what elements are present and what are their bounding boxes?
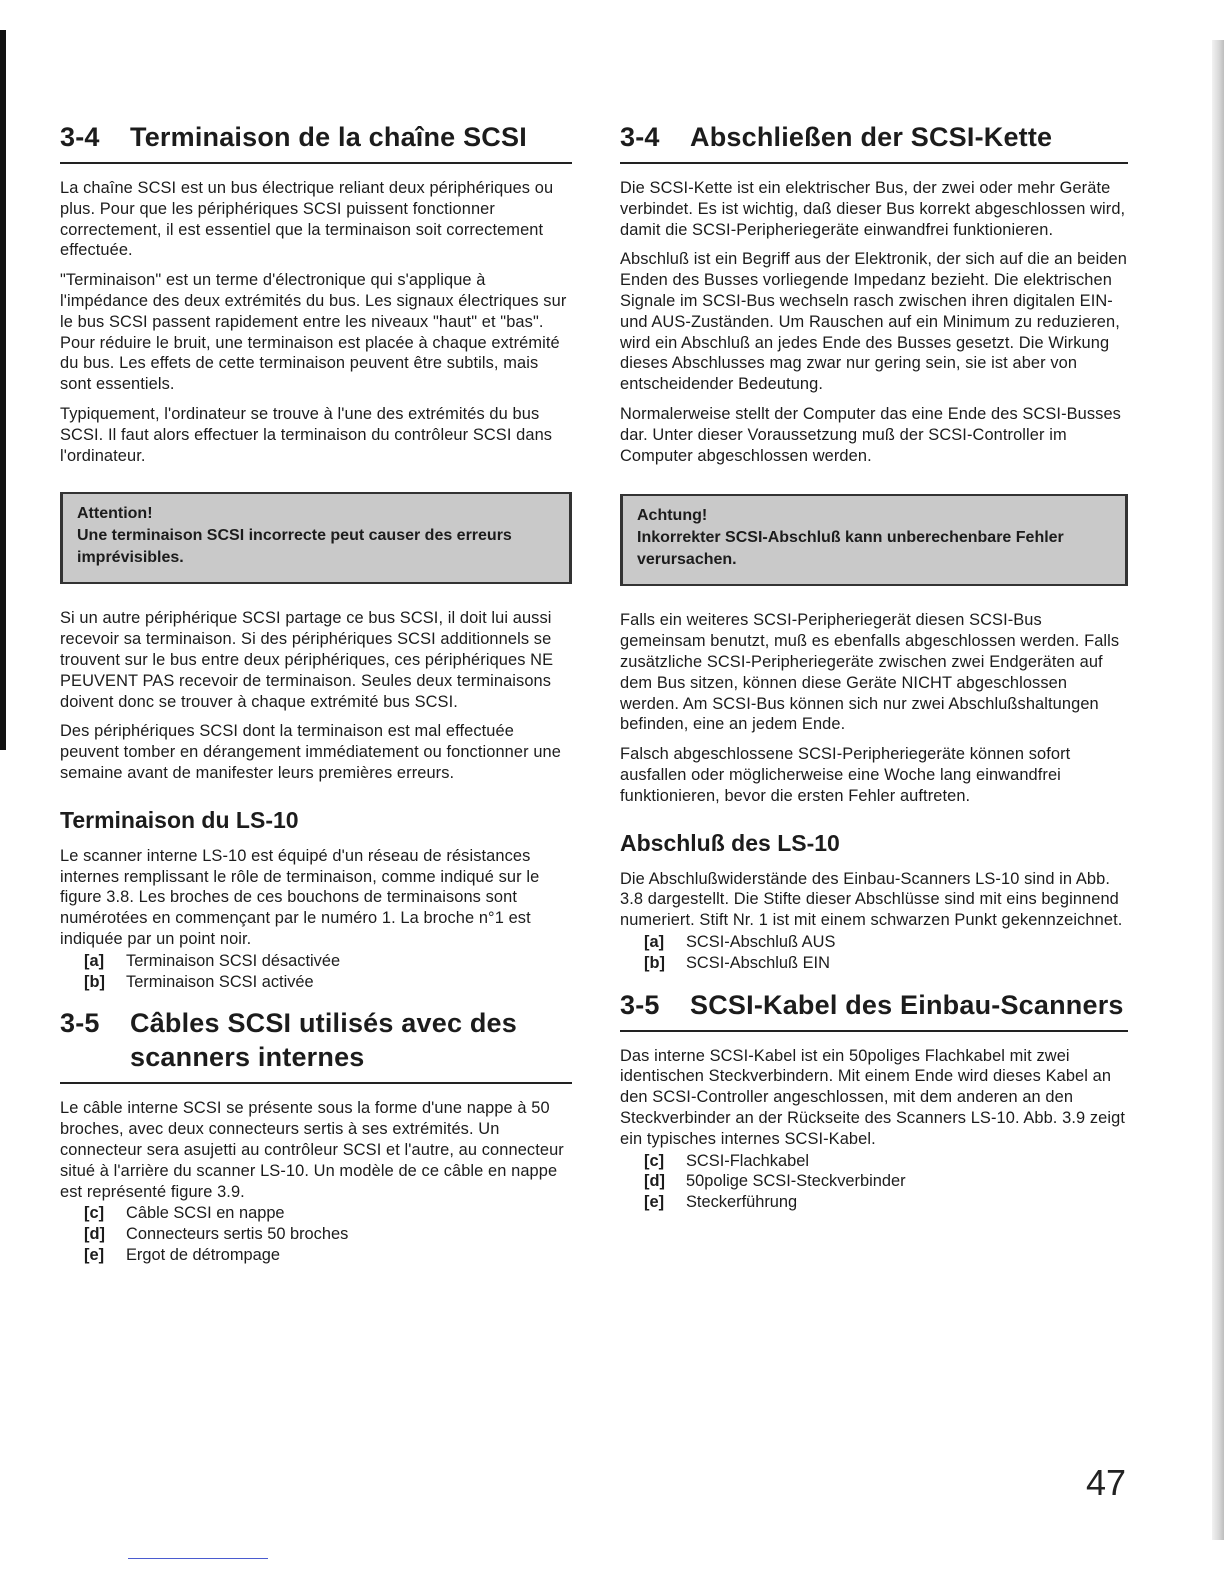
list-key: [c] xyxy=(84,1204,105,1223)
list-text: Terminaison SCSI désactivée xyxy=(126,951,341,970)
section-number: 3-4 xyxy=(60,122,100,152)
list-text: Steckerführung xyxy=(686,1193,798,1212)
subheading-ls10-termination: Terminaison du LS-10 xyxy=(60,806,299,833)
section-number: 3-4 xyxy=(620,122,660,152)
attention-box xyxy=(60,492,572,584)
french-column xyxy=(60,120,572,1274)
list-item xyxy=(84,1245,572,1266)
list-key: [a] xyxy=(644,932,665,951)
list-key: [c] xyxy=(644,1151,665,1170)
legend-list-ab xyxy=(644,932,1128,974)
section-title: Câbles SCSI utilisés avec des scanners internes xyxy=(130,1008,517,1073)
paragraph: Si un autre périphérique SCSI partage ce bus SCSI, il doit lui aussi recevoir sa terminaison. Si des périphériques SCSI additionnels se trouvent sur le bus entre deux périphériques, ces périphériques NE PEUVENT PAS recevoir de terminaison. Seules deux terminaisons doivent donc se trouver à chaque extrémité bus SCSI. xyxy=(60,609,554,711)
list-text: SCSI-Abschluß EIN xyxy=(686,953,830,972)
list-item xyxy=(84,1224,572,1245)
section-title: SCSI-Kabel des Einbau-Scanners xyxy=(690,989,1124,1020)
warning-text: Inkorrekter SCSI-Abschluß kann unberechenbare Fehler verursachen. xyxy=(637,529,1064,569)
list-text: Connecteurs sertis 50 broches xyxy=(126,1225,349,1244)
list-item xyxy=(84,972,572,993)
list-key: [b] xyxy=(84,972,105,991)
list-key: [e] xyxy=(644,1193,665,1212)
section-number: 3-5 xyxy=(60,1008,100,1039)
section-heading-3-4-fr xyxy=(60,120,572,164)
list-item xyxy=(644,1171,1128,1192)
section-title: Abschließen der SCSI-Kette xyxy=(690,122,1053,152)
paragraph: Typiquement, l'ordinateur se trouve à l'une des extrémités du bus SCSI. Il faut alors effectuer la terminaison du contrôleur SCSI dans l'ordinateur. xyxy=(60,404,553,465)
section-heading-3-5-fr xyxy=(60,1006,572,1084)
section-heading-3-4-de xyxy=(620,120,1128,164)
scan-edge-left xyxy=(0,30,6,750)
paragraph: Abschluß ist ein Begriff aus der Elektronik, der sich auf die an beiden Enden des Busses vorliegende Impedanz bezieht. Die elektrischen Signale im SCSI-Bus wechseln rasch zwischen ihren digitalen EIN- und AUS-Zuständen. Um Rauschen auf ein Minimum zu reduzieren, wird ein Abschluß an jedes Ende des Busses gesetzt. Die Wirkung dieses Abschlusses mag zwar nur gering sein, sie ist aber von entscheidender Bedeutung. xyxy=(620,250,1127,394)
section-heading-3-5-de xyxy=(620,988,1128,1032)
section-number: 3-5 xyxy=(620,989,660,1020)
warning-title: Achtung! xyxy=(637,507,708,525)
section-title: Terminaison de la chaîne SCSI xyxy=(130,122,527,152)
list-text: Câble SCSI en nappe xyxy=(126,1204,285,1223)
legend-list-cde xyxy=(84,1203,572,1265)
legend-list-ab xyxy=(84,951,572,993)
warning-box xyxy=(620,494,1128,586)
list-text: Ergot de détrompage xyxy=(126,1245,280,1264)
list-text: Terminaison SCSI activée xyxy=(126,972,314,991)
list-item xyxy=(84,951,572,972)
paragraph: Le scanner interne LS-10 est équipé d'un réseau de résistances internes remplissant le rôle de terminaison, comme indiqué sur le figure 3.8. Les broches de ces bouchons de terminaisons sont numérotées en commençant par le numéro 1. La broche n°1 est indiquée par un point noir. xyxy=(60,846,540,948)
paragraph: Das interne SCSI-Kabel ist ein 50poliges Flachkabel mit zwei identischen Steckverbindern. Mit einem Ende wird dieses Kabel an den SCSI-Controller angeschlossen, mit dem anderen an den Steckverbinder an der Rückseite des Scanners LS-10. Abb. 3.9 zeigt ein typisches internes SCSI-Kabel. xyxy=(620,1046,1125,1148)
list-key: [a] xyxy=(84,951,105,970)
paragraph: Des périphériques SCSI dont la terminaison est mal effectuée peuvent tomber en dérangement immédiatement ou fonctionner une semaine avant de manifester leurs premières erreurs. xyxy=(60,722,561,782)
german-column xyxy=(620,120,1128,1221)
footer-line xyxy=(128,1558,268,1559)
paragraph: Die Abschlußwiderstände des Einbau-Scanners LS-10 sind in Abb. 3.8 dargestellt. Die Stifte dieser Abschlüsse sind mit eins beginnend numeriert. Stift Nr. 1 ist mit einem schwarzen Punkt gekennzeichnet. xyxy=(620,869,1123,930)
list-item xyxy=(644,953,1128,974)
list-item xyxy=(644,1192,1128,1213)
legend-list-cde xyxy=(644,1151,1128,1213)
paragraph: Le câble interne SCSI se présente sous la forme d'une nappe à 50 broches, avec deux connecteurs sertis à ses extrémités. Un connecteur sera asujetti au contrôleur SCSI et l'autre, au connecteur situé à l'arrière du scanner LS-10. Un modèle de ce câble en nappe est représenté figure 3.9. xyxy=(60,1099,564,1201)
list-item xyxy=(644,932,1128,953)
list-key: [d] xyxy=(84,1225,105,1244)
attention-text: Une terminaison SCSI incorrecte peut causer des erreurs imprévisibles. xyxy=(77,527,512,567)
list-text: 50polige SCSI-Steckverbinder xyxy=(686,1172,906,1191)
list-key: [b] xyxy=(644,953,665,972)
paragraph: La chaîne SCSI est un bus électrique reliant deux périphériques ou plus. Pour que les périphériques SCSI puissent fonctionner correctement, il est essentiel que la terminaison soit correctement effectuée. xyxy=(60,179,554,260)
list-item xyxy=(84,1203,572,1224)
subheading-ls10-termination: Abschluß des LS-10 xyxy=(620,829,840,856)
list-text: SCSI-Flachkabel xyxy=(686,1151,809,1170)
paragraph: "Terminaison" est un terme d'électronique qui s'applique à l'impédance des deux extrémités du bus. Les signaux électriques sur le bus SCSI passent rapidement entre les niveaux "haut" et "bas". Pour réduire le bruit, une terminaison est placée à chaque extrémité du bus. Les effets de cette terminaison peuvent être subtils, mais sont essentiels. xyxy=(60,271,567,394)
list-item xyxy=(644,1151,1128,1172)
attention-title: Attention! xyxy=(77,505,153,523)
paragraph: Die SCSI-Kette ist ein elektrischer Bus, der zwei oder mehr Geräte verbindet. Es ist wichtig, daß dieser Bus korrekt abgeschlossen wird, damit die SCSI-Peripheriegeräte einwandfrei funktionieren. xyxy=(620,179,1126,239)
paragraph: Falls ein weiteres SCSI-Peripheriegerät diesen SCSI-Bus gemeinsam benutzt, muß es ebenfalls abgeschlossen werden. Falls zusätzliche SCSI-Peripheriegeräte zwischen zwei Endgeräten auf dem Bus sitzen, können diese Geräte NICHT abgeschlossen werden. Am SCSI-Bus können sich nur zwei Abschlußshaltungen befinden, eine an jedem Ende. xyxy=(620,611,1120,734)
list-key: [e] xyxy=(84,1245,105,1264)
paragraph: Falsch abgeschlossene SCSI-Peripheriegeräte können sofort ausfallen oder möglicherweise eine Woche lang einwandfrei funktionieren, bevor die ersten Fehler auftreten. xyxy=(620,745,1071,805)
page-number: 47 xyxy=(1086,1462,1127,1503)
paragraph: Normalerweise stellt der Computer das eine Ende des SCSI-Busses dar. Unter dieser Voraussetzung muß der SCSI-Controller im Computer abgeschlossen werden. xyxy=(620,404,1121,465)
list-text: SCSI-Abschluß AUS xyxy=(686,932,836,951)
scan-edge-right xyxy=(1212,40,1224,1540)
list-key: [d] xyxy=(644,1172,665,1191)
